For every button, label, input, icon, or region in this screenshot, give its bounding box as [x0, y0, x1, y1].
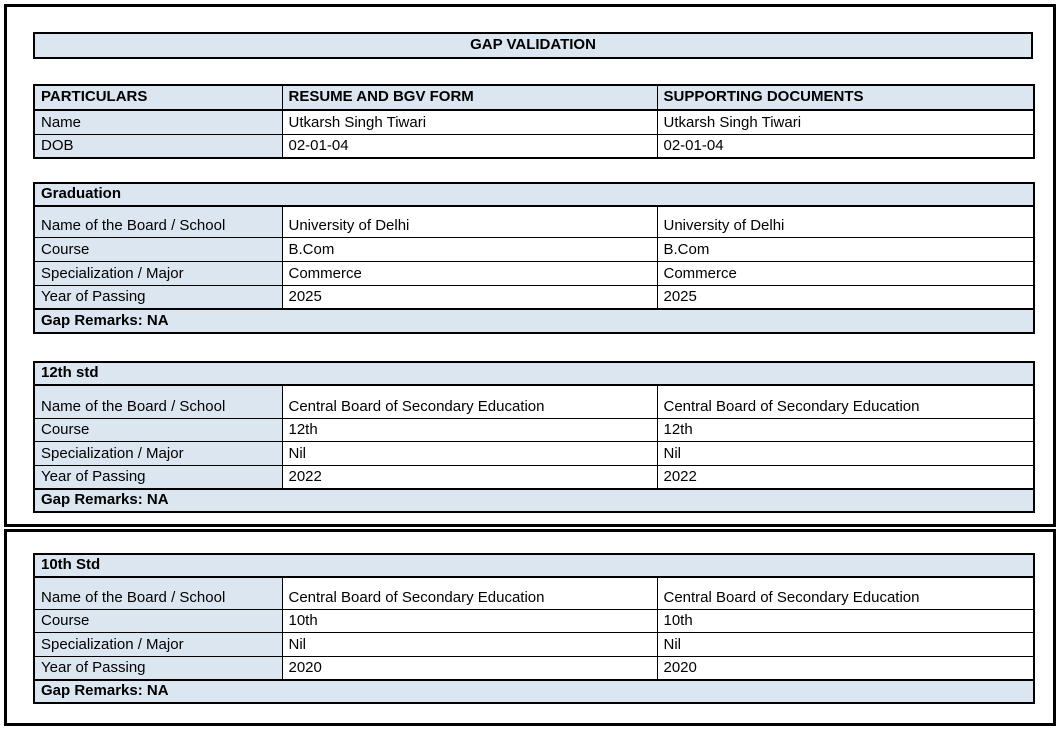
section-title-12th: 12th std: [34, 362, 1034, 385]
cell-12th-year-resume: 2022: [282, 465, 657, 489]
row-label-course: Course: [34, 237, 282, 261]
row-label-year-of-passing: Year of Passing: [34, 285, 282, 309]
table-row-dob: [34, 134, 1034, 158]
table-row-course: [34, 418, 1034, 441]
cell-dob-supporting: 02-01-04: [657, 134, 1034, 158]
cell-grad-board-resume: University of Delhi: [282, 206, 657, 237]
section-table-12th: [33, 361, 1035, 513]
row-label-year-of-passing: Year of Passing: [34, 656, 282, 680]
row-label-specialization: Specialization / Major: [34, 441, 282, 465]
table-row-course: [34, 237, 1034, 261]
cell-10th-year-supporting: 2020: [657, 656, 1034, 680]
cell-12th-specialization-supporting: Nil: [657, 441, 1034, 465]
cell-name-supporting: Utkarsh Singh Tiwari: [657, 110, 1034, 134]
section-title-graduation: Graduation: [34, 183, 1034, 206]
cell-10th-specialization-resume: Nil: [282, 632, 657, 656]
cell-grad-year-resume: 2025: [282, 285, 657, 309]
row-label-name: Name: [34, 110, 282, 134]
gap-remarks-row-graduation: [34, 309, 1034, 333]
cell-10th-specialization-supporting: Nil: [657, 632, 1034, 656]
cell-grad-course-supporting: B.Com: [657, 237, 1034, 261]
cell-10th-board-resume: Central Board of Secondary Education: [282, 577, 657, 609]
table-row-course: [34, 609, 1034, 632]
table-row-year-of-passing: [34, 285, 1034, 309]
section-table-graduation: [33, 182, 1035, 334]
gap-remarks-graduation: Gap Remarks: NA: [34, 309, 1034, 333]
cell-10th-course-supporting: 10th: [657, 609, 1034, 632]
table-row-board-school: [34, 385, 1034, 418]
cell-10th-year-resume: 2020: [282, 656, 657, 680]
table-row-board-school: [34, 577, 1034, 609]
section-title-row-10th: [34, 554, 1034, 577]
cell-grad-course-resume: B.Com: [282, 237, 657, 261]
section-title-row-12th: [34, 362, 1034, 385]
row-label-course: Course: [34, 609, 282, 632]
row-label-dob: DOB: [34, 134, 282, 158]
row-label-course: Course: [34, 418, 282, 441]
table-row-specialization: [34, 261, 1034, 285]
cell-12th-board-supporting: Central Board of Secondary Education: [657, 385, 1034, 418]
header-cell-particulars: PARTICULARS: [34, 85, 282, 110]
particulars-table: [33, 84, 1035, 159]
page-1: [4, 4, 1056, 527]
particulars-header-row: [34, 85, 1034, 110]
cell-10th-course-resume: 10th: [282, 609, 657, 632]
cell-grad-specialization-supporting: Commerce: [657, 261, 1034, 285]
page-2: [4, 529, 1056, 726]
cell-12th-specialization-resume: Nil: [282, 441, 657, 465]
table-row-year-of-passing: [34, 465, 1034, 489]
document-title: GAP VALIDATION: [33, 32, 1033, 59]
cell-12th-year-supporting: 2022: [657, 465, 1034, 489]
header-cell-supporting-documents: SUPPORTING DOCUMENTS: [657, 85, 1034, 110]
cell-12th-course-resume: 12th: [282, 418, 657, 441]
row-label-year-of-passing: Year of Passing: [34, 465, 282, 489]
section-title-10th: 10th Std: [34, 554, 1034, 577]
gap-remarks-10th: Gap Remarks: NA: [34, 680, 1034, 703]
cell-12th-course-supporting: 12th: [657, 418, 1034, 441]
row-label-specialization: Specialization / Major: [34, 261, 282, 285]
cell-12th-board-resume: Central Board of Secondary Education: [282, 385, 657, 418]
cell-10th-board-supporting: Central Board of Secondary Education: [657, 577, 1034, 609]
cell-grad-board-supporting: University of Delhi: [657, 206, 1034, 237]
row-label-board-school: Name of the Board / School: [34, 385, 282, 418]
row-label-board-school: Name of the Board / School: [34, 577, 282, 609]
table-row-name: [34, 110, 1034, 134]
section-table-10th: [33, 553, 1035, 704]
table-row-year-of-passing: [34, 656, 1034, 680]
table-row-specialization: [34, 632, 1034, 656]
table-row-specialization: [34, 441, 1034, 465]
cell-name-resume: Utkarsh Singh Tiwari: [282, 110, 657, 134]
header-cell-resume-bgv-form: RESUME AND BGV FORM: [282, 85, 657, 110]
section-title-row-graduation: [34, 183, 1034, 206]
cell-dob-resume: 02-01-04: [282, 134, 657, 158]
table-row-board-school: [34, 206, 1034, 237]
document-canvas: [0, 4, 1063, 739]
gap-remarks-12th: Gap Remarks: NA: [34, 489, 1034, 512]
row-label-board-school: Name of the Board / School: [34, 206, 282, 237]
row-label-specialization: Specialization / Major: [34, 632, 282, 656]
gap-remarks-row-10th: [34, 680, 1034, 703]
gap-remarks-row-12th: [34, 489, 1034, 512]
cell-grad-year-supporting: 2025: [657, 285, 1034, 309]
cell-grad-specialization-resume: Commerce: [282, 261, 657, 285]
